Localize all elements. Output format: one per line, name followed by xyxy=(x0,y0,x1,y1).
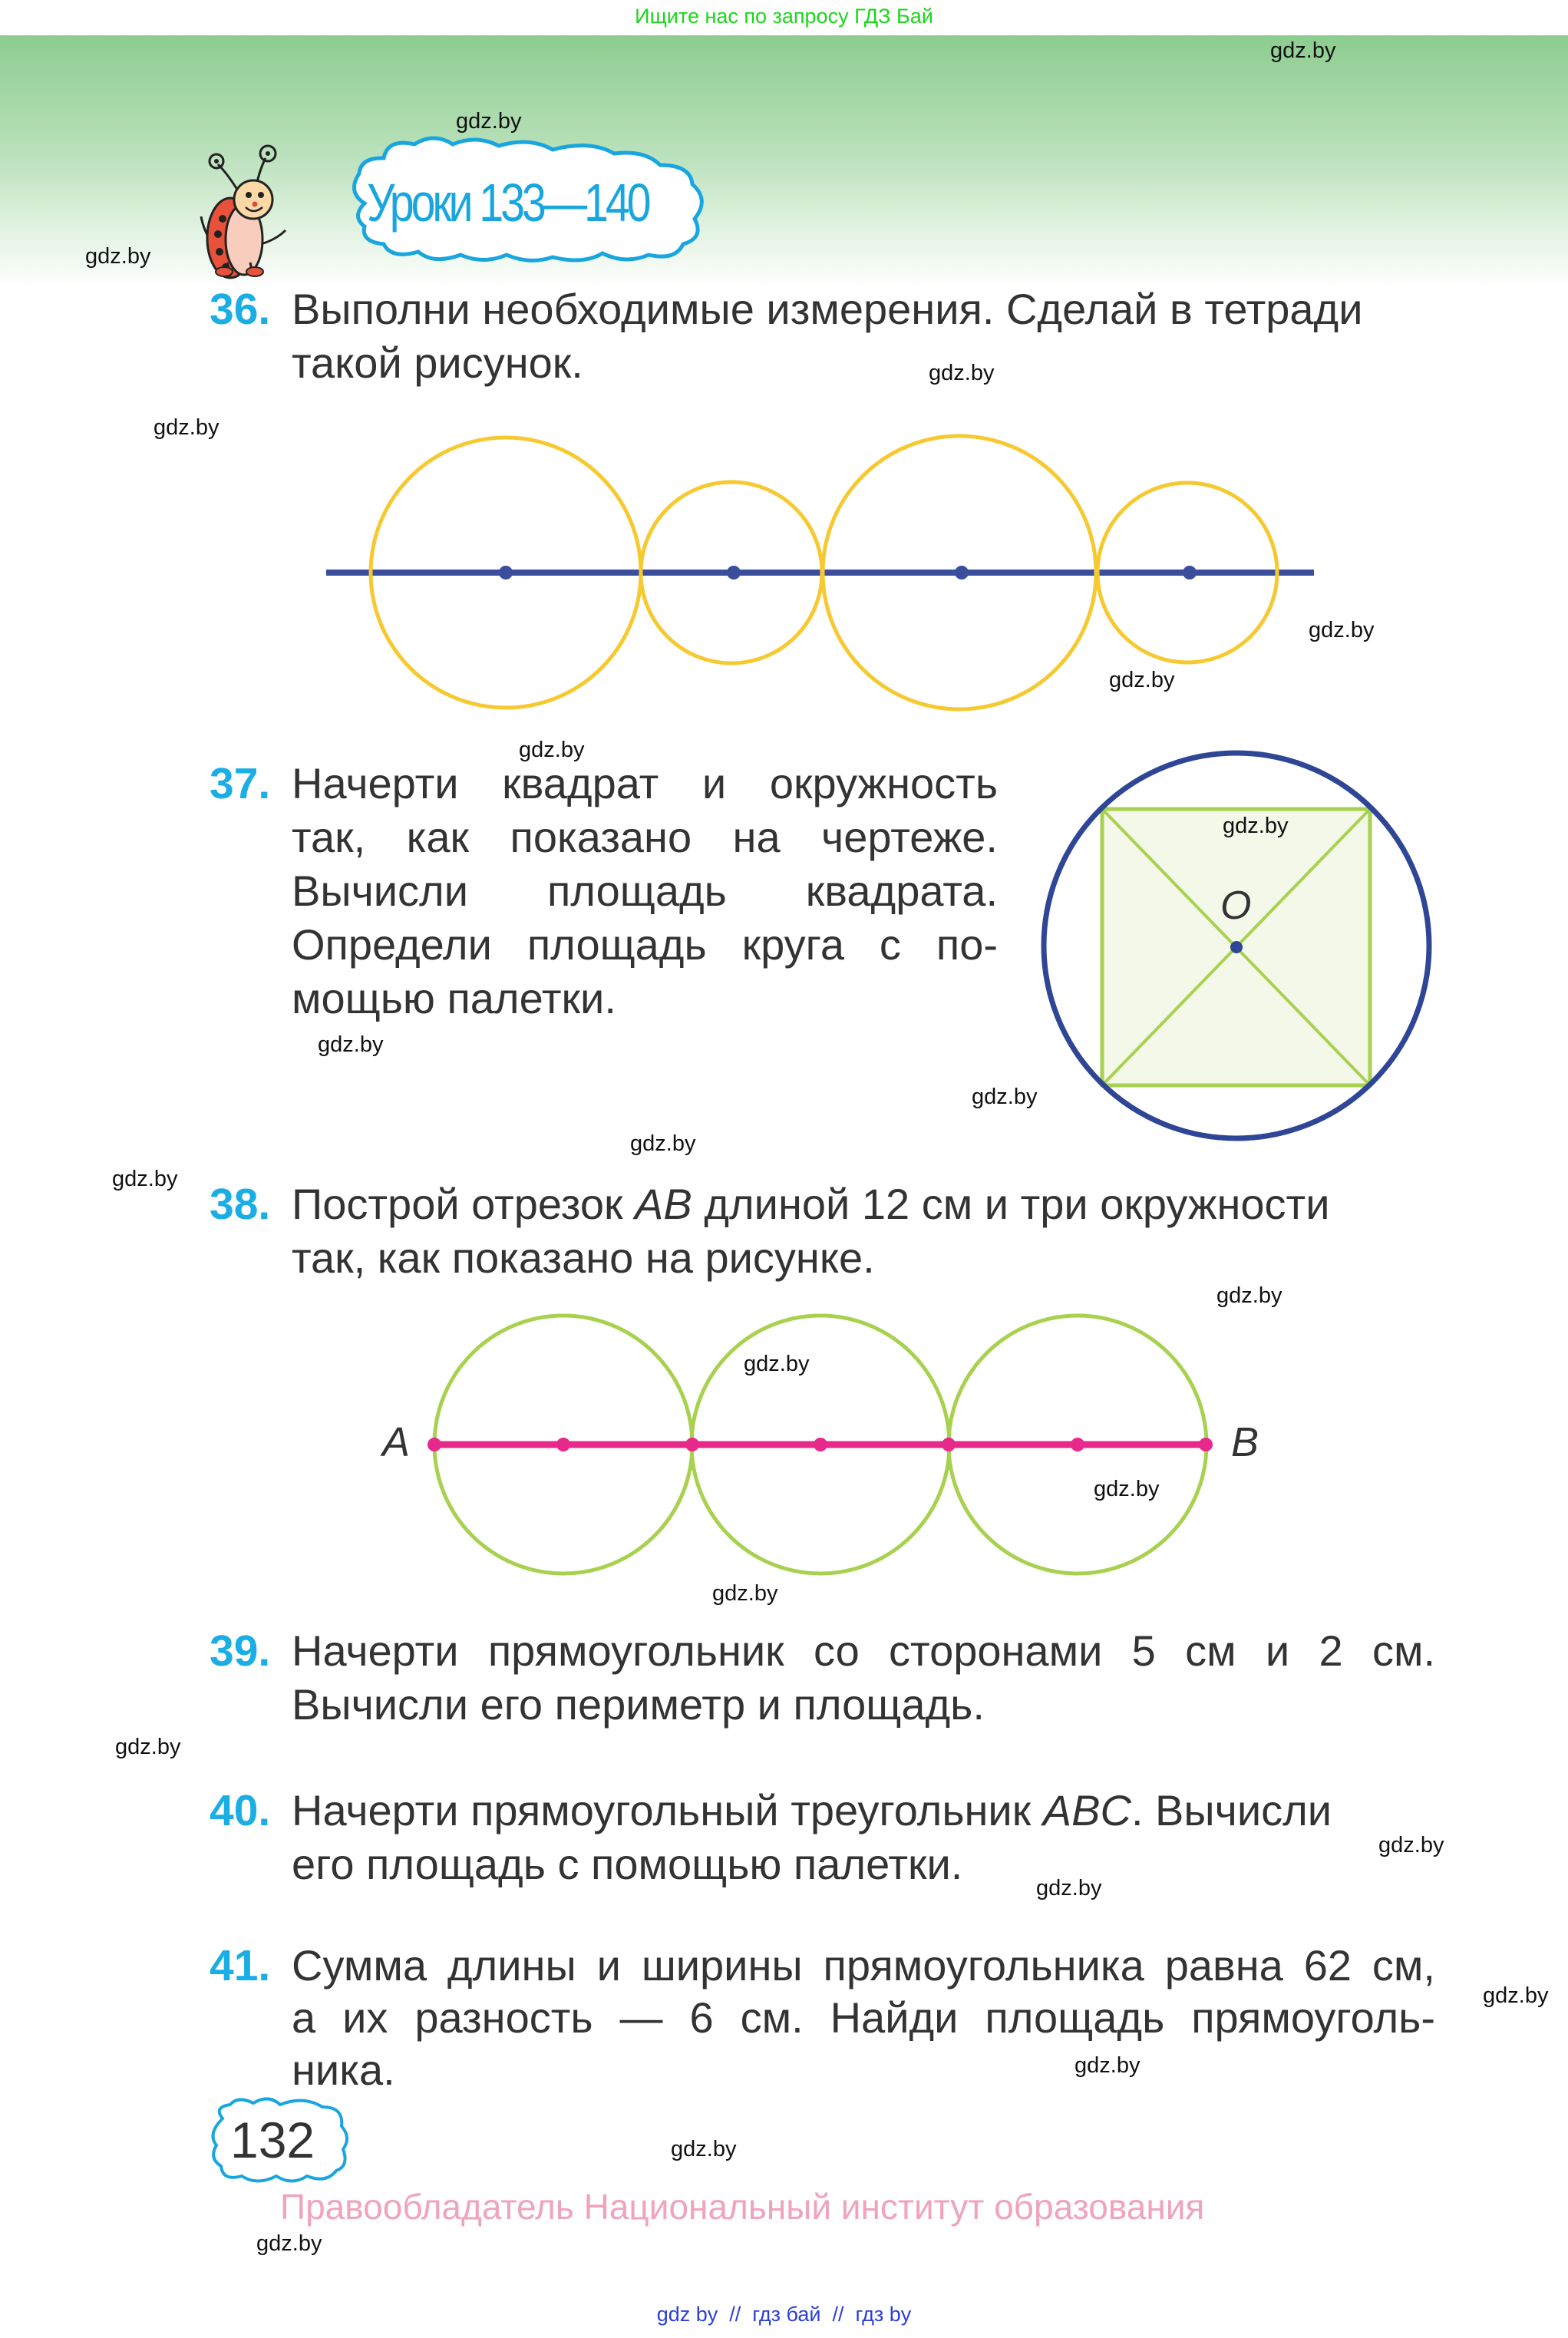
task-number: 40. xyxy=(210,1786,271,1835)
task-number: 41. xyxy=(210,1941,271,1990)
footer-link-text[interactable]: gdz by // гдз бай // гдз by xyxy=(656,2303,912,2326)
watermark: gdz.by xyxy=(1094,1477,1160,1501)
watermark: gdz.by xyxy=(1270,38,1336,63)
watermark: gdz.by xyxy=(929,361,995,385)
task-text-line: Построй отрезок AB длиной 12 см и три окружности xyxy=(292,1180,1330,1228)
task-number: 39. xyxy=(210,1626,271,1676)
copyright-notice: Правообладатель Национальный институт образования xyxy=(280,2187,1205,2227)
segment-name: AB xyxy=(635,1180,692,1228)
ladybug-icon xyxy=(201,146,286,278)
watermark: gdz.by xyxy=(519,738,585,762)
triangle-name: ABC xyxy=(1042,1786,1131,1834)
task-text-line: Определи площадь круга с по- xyxy=(292,920,998,969)
watermark: gdz.by xyxy=(318,1032,384,1057)
task-text-line: Сумма длины и ширины прямоугольника равна 62 см, xyxy=(292,1941,1435,1990)
task-text-line: а их разность — 6 см. Найди площадь прямоуголь- xyxy=(292,1993,1435,2042)
watermark: gdz.by xyxy=(1483,1983,1549,2008)
figure-38 xyxy=(427,1316,1213,1574)
watermark: gdz.by xyxy=(1109,668,1175,692)
task-text-line: так, как показано на рисунке. xyxy=(292,1233,875,1282)
watermark: gdz.by xyxy=(1216,1283,1282,1308)
watermark: gdz.by xyxy=(1309,618,1375,642)
page-number: 132 xyxy=(230,2112,315,2168)
task-text-line: такой рисунок. xyxy=(292,338,583,387)
watermark: gdz.by xyxy=(456,109,522,134)
task-text-line: ника. xyxy=(292,2046,395,2094)
task-number: 38. xyxy=(210,1180,271,1229)
watermark: gdz.by xyxy=(112,1167,178,1191)
point-a-label: A xyxy=(382,1419,411,1465)
task-text-line: его площадь с помощью палетки. xyxy=(292,1840,963,1888)
task-text-line: так, как показано на чертеже. xyxy=(292,813,998,861)
watermark: gdz.by xyxy=(153,415,220,440)
task-text-line: Вычисли его периметр и площадь. xyxy=(292,1680,985,1729)
watermark: gdz.by xyxy=(115,1735,181,1759)
lesson-range-title: Уроки 133—140 xyxy=(367,173,649,233)
banner-text: Ищите нас по запросу ГДЗ Бай xyxy=(635,5,933,28)
footer-links[interactable] xyxy=(0,2303,1568,2326)
watermark: gdz.by xyxy=(712,1581,778,1606)
watermark: gdz.by xyxy=(1036,1876,1102,1900)
task-text-line: Вычисли площадь квадрата. xyxy=(292,867,998,915)
watermark: gdz.by xyxy=(744,1352,810,1376)
task-number: 36. xyxy=(210,285,271,334)
task-text-line: Начерти квадрат и окружность xyxy=(292,759,998,807)
task-text-line: Выполни необходимые измерения. Сделай в тетради xyxy=(292,285,1363,333)
watermark: gdz.by xyxy=(1074,2053,1141,2078)
watermark: gdz.by xyxy=(630,1131,696,1156)
figure-37 xyxy=(1044,753,1429,1138)
watermark: gdz.by xyxy=(85,244,151,269)
task-text-line: Начерти прямоугольник со сторонами 5 см и 2 см. xyxy=(292,1626,1435,1675)
watermark: gdz.by xyxy=(671,2137,737,2161)
watermark: gdz.by xyxy=(1223,814,1289,838)
watermark: gdz.by xyxy=(256,2231,322,2256)
task-text-line: мощью палетки. xyxy=(292,974,616,1022)
task-number: 37. xyxy=(210,759,271,808)
watermark: gdz.by xyxy=(972,1085,1038,1109)
center-o-label: O xyxy=(1220,883,1252,928)
task-text-line: Начерти прямоугольный треугольник ABC. Вычисли xyxy=(292,1786,1332,1834)
point-b-label: B xyxy=(1231,1419,1259,1465)
watermark: gdz.by xyxy=(1378,1833,1444,1858)
